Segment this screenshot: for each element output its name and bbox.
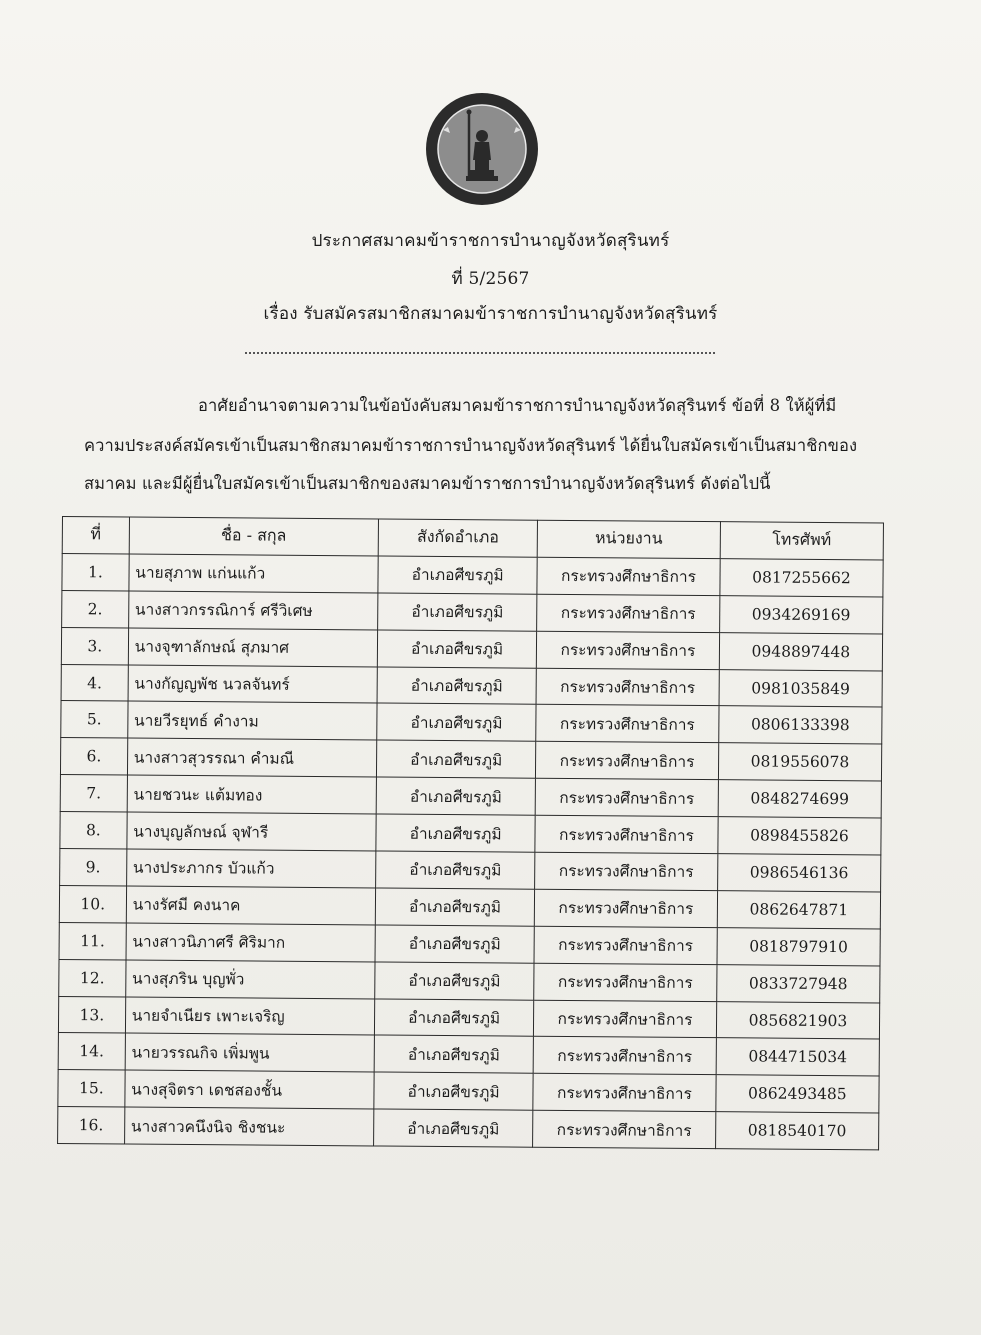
cell-district: อำเภอศีขรภูมิ [377, 667, 536, 705]
cell-phone: 0844715034 [716, 1038, 879, 1076]
cell-district: อำเภอศีขรภูมิ [376, 814, 535, 852]
cell-unit: กระทรวงศึกษาธิการ [534, 963, 717, 1001]
body-line-1: อาศัยอำนาจตามความในข้อบังคับสมาคมข้าราชการบำนาญจังหวัดสุรินทร์ ข้อที่ 8 ให้ผู้ที่มี [198, 396, 837, 415]
body-line-3: สมาคม และมีผู้ยื่นใบสมัครเข้าเป็นสมาชิกของสมาคมข้าราชการบำนาญจังหวัดสุรินทร์ ดังต่อไปนี้ [84, 474, 771, 493]
cell-district: อำเภอศีขรภูมิ [374, 1035, 533, 1073]
member-rows [58, 553, 884, 1150]
cell-phone: 0819556078 [718, 743, 881, 781]
cell-phone: 0934269169 [719, 595, 882, 633]
cell-district: อำเภอศีขรภูมิ [375, 962, 534, 1000]
cell-district: อำเภอศีขรภูมิ [377, 630, 536, 668]
cell-name: นางจุฑาลักษณ์ สุภมาศ [128, 628, 378, 667]
cell-name: นางสาวคนึงนิจ ชิงชนะ [124, 1107, 374, 1146]
cell-phone: 0818797910 [717, 927, 880, 965]
cell-phone: 0948897448 [719, 632, 882, 670]
cell-unit: กระทรวงศึกษาธิการ [534, 1000, 717, 1038]
cell-unit: กระทรวงศึกษาธิการ [534, 926, 717, 964]
cell-district: อำเภอศีขรภูมิ [378, 556, 537, 594]
table-row [58, 1070, 879, 1113]
cell-unit: กระทรวงศึกษาธิการ [536, 742, 719, 780]
cell-name: นางรัศมี คงนาค [126, 886, 376, 925]
body-line-2: ความประสงค์สมัครเข้าเป็นสมาชิกสมาคมข้าราชการบำนาญจังหวัดสุรินทร์ ได้ยื่นใบสมัครเข้าเป็นสมาชิกของ [84, 436, 858, 455]
cell-name: นางสุจิตรา เดชสองชั้น [125, 1070, 375, 1109]
announcement-title: ประกาศสมาคมข้าราชการบำนาญจังหวัดสุรินทร์ [311, 231, 670, 251]
cell-no: 3. [61, 627, 128, 664]
cell-name: นางสาวสุวรรณา คำมณี [127, 738, 377, 777]
cell-district: อำเภอศีขรภูมิ [374, 1072, 533, 1110]
cell-district: อำเภอศีขรภูมิ [376, 777, 535, 815]
cell-name: นางกัญญพัช นวลจันทร์ [128, 665, 378, 704]
cell-district: อำเภอศีขรภูมิ [375, 888, 534, 926]
cell-name: นายวีรยุทธ์ คำงาม [127, 701, 377, 740]
cell-unit: กระทรวงศึกษาธิการ [537, 557, 720, 595]
cell-no: 4. [61, 664, 128, 701]
association-seal [423, 90, 541, 208]
cell-no: 2. [62, 590, 129, 627]
cell-unit: กระทรวงศึกษาธิการ [536, 631, 719, 669]
dotted-divider [245, 352, 715, 354]
announcement-number: ที่ 5/2567 [451, 269, 530, 289]
cell-no: 9. [60, 849, 127, 886]
table-row [59, 959, 880, 1002]
table-row [61, 627, 882, 670]
table-row [60, 849, 881, 892]
table-row [62, 590, 883, 633]
cell-phone: 0818540170 [715, 1112, 878, 1150]
cell-district: อำเภอศีขรภูมิ [375, 925, 534, 963]
cell-unit: กระทรวงศึกษาธิการ [537, 594, 720, 632]
cell-unit: กระทรวงศึกษาธิการ [536, 668, 719, 706]
table-row [58, 996, 879, 1039]
cell-no: 14. [58, 1033, 125, 1070]
cell-no: 11. [59, 922, 126, 959]
seal-icon [423, 90, 541, 208]
cell-no: 16. [58, 1107, 125, 1144]
cell-no: 1. [62, 553, 129, 590]
cell-phone: 0862493485 [716, 1075, 879, 1113]
cell-no: 8. [60, 812, 127, 849]
cell-no: 13. [58, 996, 125, 1033]
cell-phone: 0806133398 [719, 706, 882, 744]
header-name: ชื่อ - สกุล [129, 517, 379, 556]
cell-unit: กระทรวงศึกษาธิการ [536, 705, 719, 743]
cell-district: อำเภอศีขรภูมิ [375, 999, 534, 1037]
cell-phone: 0986546136 [717, 854, 880, 892]
cell-no: 5. [61, 701, 128, 738]
header-phone: โทรศัพท์ [720, 522, 883, 560]
table-row [61, 701, 882, 744]
cell-no: 6. [60, 738, 127, 775]
table-row [59, 922, 880, 965]
cell-district: อำเภอศีขรภูมิ [377, 703, 536, 741]
header-unit: หน่วยงาน [537, 520, 720, 558]
cell-name: นางประภากร บัวแก้ว [126, 849, 376, 888]
announcement-subject: เรื่อง รับสมัครสมาชิกสมาคมข้าราชการบำนาญจังหวัดสุรินทร์ [263, 304, 718, 324]
table-row [59, 885, 880, 928]
cell-name: นายวรรณกิจ เพิ่มพูน [125, 1033, 375, 1072]
cell-unit: กระทรวงศึกษาธิการ [535, 852, 718, 890]
cell-phone: 0981035849 [719, 669, 882, 707]
table-row [60, 775, 881, 818]
cell-unit: กระทรวงศึกษาธิการ [533, 1037, 716, 1075]
cell-name: นางสาวนิภาศรี ศิริมาก [126, 923, 376, 962]
cell-phone: 0898455826 [718, 817, 881, 855]
cell-phone: 0862647871 [717, 891, 880, 929]
table-row [58, 1107, 879, 1150]
cell-no: 12. [59, 959, 126, 996]
cell-no: 10. [59, 885, 126, 922]
header-no: ที่ [62, 517, 129, 554]
cell-phone: 0833727948 [717, 964, 880, 1002]
cell-name: นายสุภาพ แก่นแก้ว [129, 554, 379, 593]
cell-unit: กระทรวงศึกษาธิการ [534, 889, 717, 927]
table-row [58, 1033, 879, 1076]
cell-phone: 0848274699 [718, 780, 881, 818]
cell-name: นางสาวกรรณิการ์ ศรีวิเศษ [128, 591, 378, 630]
cell-name: นายจำเนียร เพาะเจริญ [125, 997, 375, 1036]
cell-district: อำเภอศีขรภูมิ [378, 593, 537, 631]
cell-unit: กระทรวงศึกษาธิการ [535, 815, 718, 853]
cell-unit: กระทรวงศึกษาธิการ [535, 778, 718, 816]
cell-district: อำเภอศีขรภูมิ [376, 851, 535, 889]
cell-district: อำเภอศีขรภูมิ [377, 740, 536, 778]
header-district: สังกัดอำเภอ [378, 519, 537, 557]
member-table [57, 516, 884, 1151]
cell-district: อำเภอศีขรภูมิ [374, 1109, 533, 1147]
cell-phone: 0817255662 [720, 559, 883, 597]
cell-name: นางสุภริน บุญพั่ว [125, 960, 375, 999]
table-row [61, 664, 882, 707]
table-header-row [62, 517, 883, 560]
table-row [60, 738, 881, 781]
cell-no: 15. [58, 1070, 125, 1107]
cell-unit: กระทรวงศึกษาธิการ [533, 1110, 716, 1148]
cell-no: 7. [60, 775, 127, 812]
table-row [60, 812, 881, 855]
cell-unit: กระทรวงศึกษาธิการ [533, 1074, 716, 1112]
cell-phone: 0856821903 [716, 1001, 879, 1039]
cell-name: นางบุญลักษณ์ จุฬารี [127, 812, 377, 851]
cell-name: นายชวนะ แต้มทอง [127, 775, 377, 814]
table-row [62, 553, 883, 596]
